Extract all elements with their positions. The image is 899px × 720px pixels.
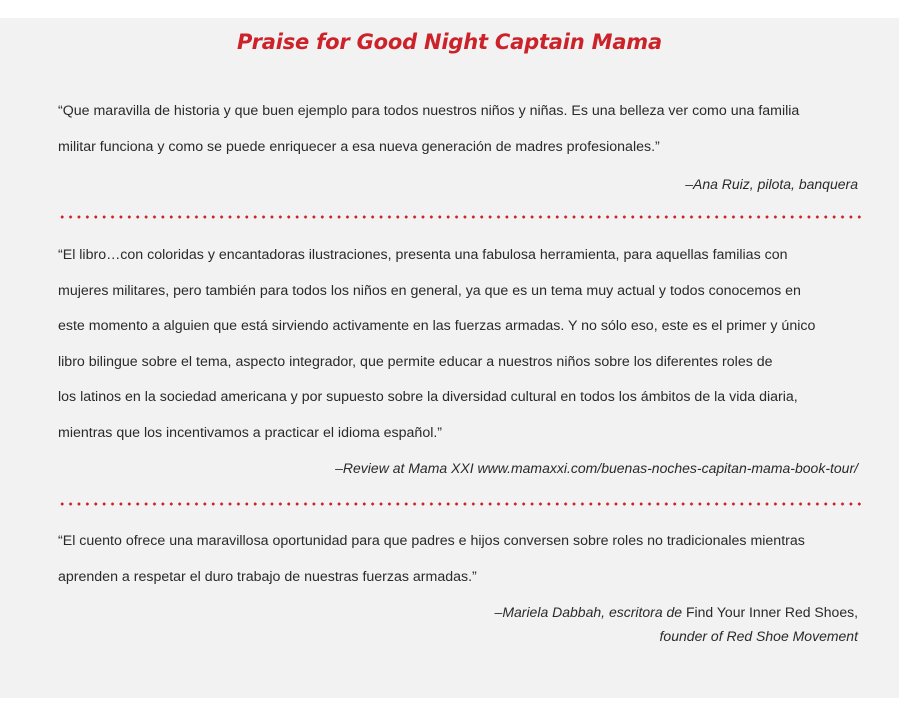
dotted-divider bbox=[58, 502, 864, 506]
quote-line: este momento a alguien que está sirviendo activamente en las fuerzas armadas. Y no sólo eso, este es el primer y único bbox=[58, 318, 816, 334]
page-title bbox=[0, 30, 899, 54]
attribution-lead: –Mariela Dabbah, escritora de bbox=[494, 604, 686, 620]
quote-mariela-dabbah bbox=[58, 524, 858, 595]
attribution-line-2: founder of Red Shoe Movement bbox=[659, 628, 858, 644]
quote-line: “El libro…con coloridas y encantadoras ilustraciones, presenta una fabulosa herramienta, para aquellas familias con bbox=[58, 247, 788, 263]
attribution-mama-xxi: –Review at Mama XXI www.mamaxxi.com/buenas-noches-capitan-mama-book-tour/ bbox=[335, 460, 858, 476]
quote-line: los latinos en la sociedad americana y por supuesto sobre la diversidad cultural en todos los ámbitos de la vida diaria, bbox=[58, 389, 798, 405]
quote-line: mujeres militares, pero también para todos los niños en general, ya que es un tema muy actual y todos conocemos en bbox=[58, 282, 801, 299]
quote-line: “El cuento ofrece una maravillosa oportunidad para que padres e hijos conversen sobre roles no tradicionales mientras bbox=[58, 533, 805, 549]
attribution-ana-ruiz: –Ana Ruiz, pilota, banquera bbox=[685, 176, 858, 192]
quote-mama-xxi bbox=[58, 238, 858, 451]
title-prefix: Praise for bbox=[237, 30, 357, 54]
praise-panel bbox=[0, 18, 899, 698]
quote-line: libro bilingue sobre el tema, aspecto integrador, que permite educar a nuestros niños sobre los diferentes roles de bbox=[58, 353, 773, 370]
attribution-mariela-dabbah bbox=[495, 600, 858, 648]
quote-line: militar funciona y como se puede enriquecer a esa nueva generación de madres profesionales.” bbox=[58, 138, 660, 155]
quote-ana-ruiz bbox=[58, 94, 858, 165]
dotted-divider bbox=[58, 215, 864, 219]
quote-line: mientras que los incentivamos a practicar el idioma español.” bbox=[58, 424, 443, 441]
quote-line: aprenden a respetar el duro trabajo de nuestras fuerzas armadas.” bbox=[58, 568, 477, 585]
attribution-book-title: Find Your Inner Red Shoes, bbox=[685, 604, 858, 620]
quote-line: “Que maravilla de historia y que buen ejemplo para todos nuestros niños y niñas. Es una belleza ver como una familia bbox=[58, 103, 800, 119]
title-book-name: Good Night Captain Mama bbox=[356, 30, 662, 54]
